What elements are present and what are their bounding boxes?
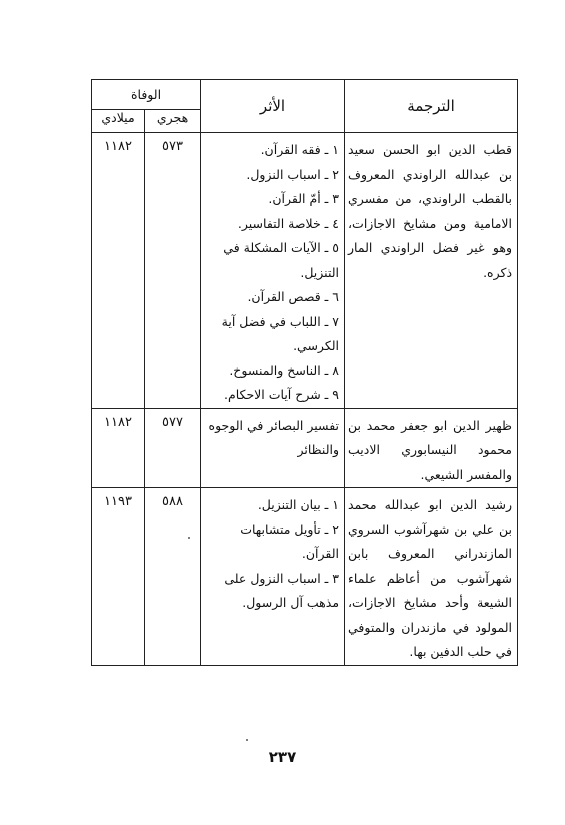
row-translation: قطب الدين ابو الحسن سعيد بن عبدالله الراوندي المعروف بالقطب الراوندي، من مفسري الامامية ومن مشايخ الاجازات، وهو غير فضل الراوندي المار ذكره. — [345, 133, 518, 409]
header-works: الأثر — [201, 80, 345, 133]
work-item: ٢ ـ اسباب النزول. — [246, 166, 340, 182]
row-works — [201, 488, 345, 666]
row-hijri: ٥٧٧ — [145, 408, 201, 488]
row-gregorian: ١١٨٢ — [92, 133, 145, 409]
row-hijri: ٥٧٣ — [145, 133, 201, 409]
row-works — [201, 133, 345, 409]
table-row — [92, 488, 518, 666]
work-item: ٣ ـ أمّ القرآن. — [268, 191, 340, 206]
table-row — [92, 408, 518, 488]
row-gregorian: ١١٩٣ — [92, 488, 145, 666]
header-death: الوفاة — [92, 80, 201, 110]
work-item: تفسير البصائر في الوجوه والنظائر — [208, 417, 340, 457]
row-translation: ظهير الدين ابو جعفر محمد بن محمود النيسابوري الاديب والمفسر الشيعي. — [345, 408, 518, 488]
table-row — [92, 133, 518, 409]
work-item: ٥ ـ الآيات المشكلة في التنزيل. — [223, 240, 340, 280]
work-item: ٦ ـ قصص القرآن. — [247, 289, 340, 304]
work-item: ١ ـ فقه القرآن. — [260, 142, 340, 157]
header-row-top — [92, 80, 518, 110]
biography-table — [91, 79, 518, 666]
speck — [188, 537, 190, 539]
row-hijri: ٥٨٨ — [145, 488, 201, 666]
work-item: ٩ ـ شرح آيات الاحكام. — [224, 387, 340, 402]
page-number: ٢٣٧ — [268, 748, 297, 766]
row-works — [201, 408, 345, 488]
row-gregorian: ١١٨٢ — [92, 408, 145, 488]
work-item: ٢ ـ تأويل متشابهات القرآن. — [240, 521, 340, 561]
header-hijri: هجري — [145, 110, 201, 133]
header-translation: الترجمة — [345, 80, 518, 133]
speck — [246, 739, 248, 741]
work-item: ١ ـ بيان التنزيل. — [257, 497, 340, 512]
work-item: ٨ ـ الناسخ والمنسوخ. — [229, 362, 340, 378]
work-item: ٤ ـ خلاصة التفاسير. — [237, 215, 340, 231]
work-item: ٧ ـ اللباب في فضل آية الكرسي. — [221, 313, 340, 353]
work-item: ٣ ـ اسباب النزول على مذهب آل الرسول. — [224, 570, 340, 610]
header-gregorian: ميلادي — [92, 110, 145, 133]
row-translation: رشيد الدين ابو عبدالله محمد بن علي بن شهرآشوب السروي المازندراني المعروف بابن شهرآشوب من أعاظم علماء الشيعة وأحد مشايخ الاجازات، المولود في مازندران والمتوفي في حلب الدفين بها. — [345, 488, 518, 666]
